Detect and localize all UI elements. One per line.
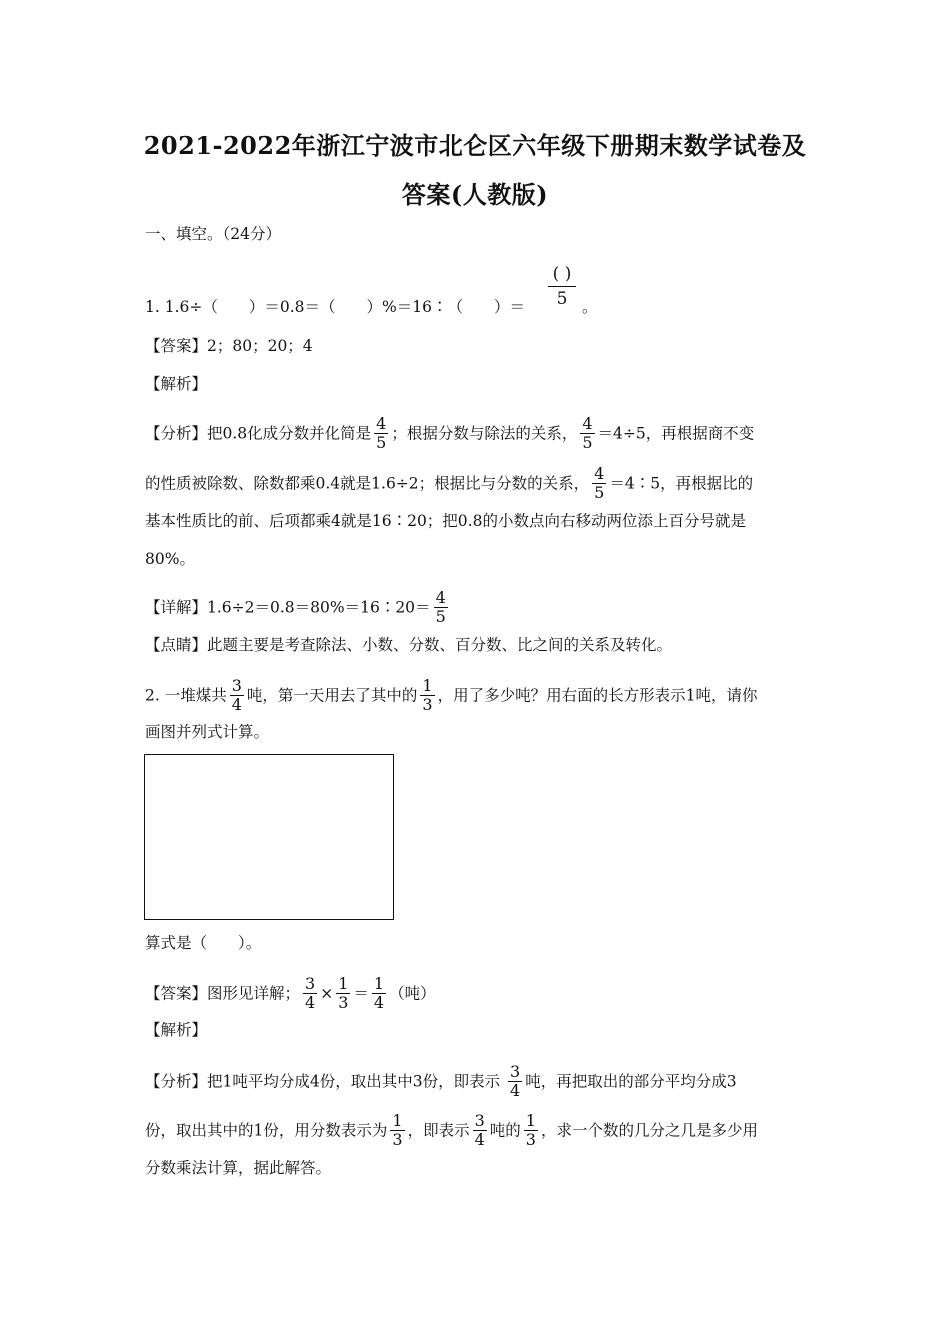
q2-analysis2-d: ，求一个数的几分之几是多少用: [540, 1121, 758, 1140]
q2-analysis-line1: [145, 1064, 737, 1101]
fraction-1-3: $\frac{1}{3}$: [525, 1111, 536, 1149]
section-heading: 一、填空。（24分）: [145, 225, 281, 243]
q1-analysis-a: 【分析】把0.8化成分数并化简是: [145, 424, 372, 443]
q1-blank-fraction: [548, 262, 576, 311]
q2-answer: [145, 976, 436, 1013]
q2-analysis-line2: [145, 1113, 758, 1150]
rectangle-drawing-area: [144, 754, 394, 920]
times-sign: ×: [320, 984, 334, 1003]
page-title-line2: 答案(人教版): [401, 180, 549, 209]
q2-analysis2-c: 吨的: [489, 1121, 521, 1140]
q2-analysis-line3: 分数乘法计算，据此解答。: [145, 1159, 332, 1177]
q1-question: [145, 297, 525, 317]
fraction-3-4: $\frac{3}{4}$: [510, 1062, 521, 1100]
q1-text: 1. 1.6÷（ ）＝0.8＝（ ）%＝16∶（ ）＝: [145, 298, 525, 316]
q1-frac-num: ( ): [548, 262, 576, 287]
page-title-line1: 2021-2022年浙江宁波市北仑区六年级下册期末数学试卷及: [143, 131, 807, 160]
q2-formula: 算式是（ ）。: [145, 934, 262, 952]
q2-line1-b: 吨，第一天用去了其中的: [246, 686, 418, 705]
q2-analysis2-b: ，即表示: [407, 1121, 470, 1140]
q1-detail-text: 【详解】1.6÷2＝0.8＝80%＝16∶20＝: [145, 598, 431, 617]
q2-line1-a: 2. 一堆煤共: [145, 686, 227, 705]
q2-analysis2-a: 份，取出其中的1份，用分数表示为: [145, 1121, 388, 1140]
q1-end: 。: [582, 298, 598, 316]
q2-question-line2: 画图并列式计算。: [145, 723, 270, 741]
fraction-1-3: $\frac{1}{3}$: [422, 676, 433, 714]
q1-jiexi: 【解析】: [145, 375, 208, 393]
q2-jiexi: 【解析】: [145, 1021, 208, 1039]
q1-comment: 【点睛】此题主要是考查除法、小数、分数、百分数、比之间的关系及转化。: [145, 636, 673, 654]
q1-analysis-line3: 基本性质比的前、后项都乘4就是16∶20；把0.8的小数点向右移动两位添上百分号就是: [145, 512, 746, 530]
q2-answer-a: 【答案】图形见详解；: [145, 984, 301, 1003]
fraction-4-5: $\frac{4}{5}$: [594, 464, 605, 502]
fraction-3-4: $\frac{3}{4}$: [231, 676, 242, 714]
q1-detail: [145, 590, 451, 627]
q1-frac-den: 5: [556, 289, 568, 309]
q2-question-line1: [145, 678, 757, 715]
q2-answer-b: （吨）: [389, 984, 436, 1003]
fraction-4-5: $\frac{4}{5}$: [582, 414, 593, 452]
q2-line1-c: ，用了多少吨？用右面的长方形表示1吨，请你: [437, 686, 758, 705]
q2-analysis1-a: 【分析】把1吨平均分成4份，取出其中3份，即表示: [145, 1072, 506, 1091]
fraction-3-4: $\frac{3}{4}$: [305, 974, 316, 1012]
q2-analysis1-b: 吨，再把取出的部分平均分成3: [525, 1072, 737, 1091]
q1-analysis-line4: 80%。: [145, 550, 195, 568]
q1-analysis-c: ＝4÷5，再根据商不变: [597, 424, 755, 443]
q1-analysis-b: ；根据分数与除法的关系，: [391, 424, 578, 443]
fraction-1-3: $\frac{1}{3}$: [392, 1111, 403, 1149]
fraction-1-3: $\frac{1}{3}$: [338, 974, 349, 1012]
q1-analysis-line2-b: ＝4∶5，再根据比的: [609, 474, 754, 493]
fraction-4-5: $\frac{4}{5}$: [435, 588, 446, 626]
fraction-1-4: $\frac{1}{4}$: [373, 974, 385, 1012]
fraction-3-4: $\frac{3}{4}$: [474, 1111, 485, 1149]
q1-analysis-line2-a: 的性质被除数、除数都乘0.4就是1.6÷2；根据比与分数的关系，: [145, 474, 590, 493]
fraction-4-5: $\frac{4}{5}$: [376, 414, 387, 452]
q1-analysis-line1: [145, 416, 754, 453]
q1-answer: 【答案】2；80；20；4: [145, 337, 313, 355]
q1-analysis-line2: [145, 466, 753, 503]
equals-sign: ＝: [353, 984, 369, 1003]
